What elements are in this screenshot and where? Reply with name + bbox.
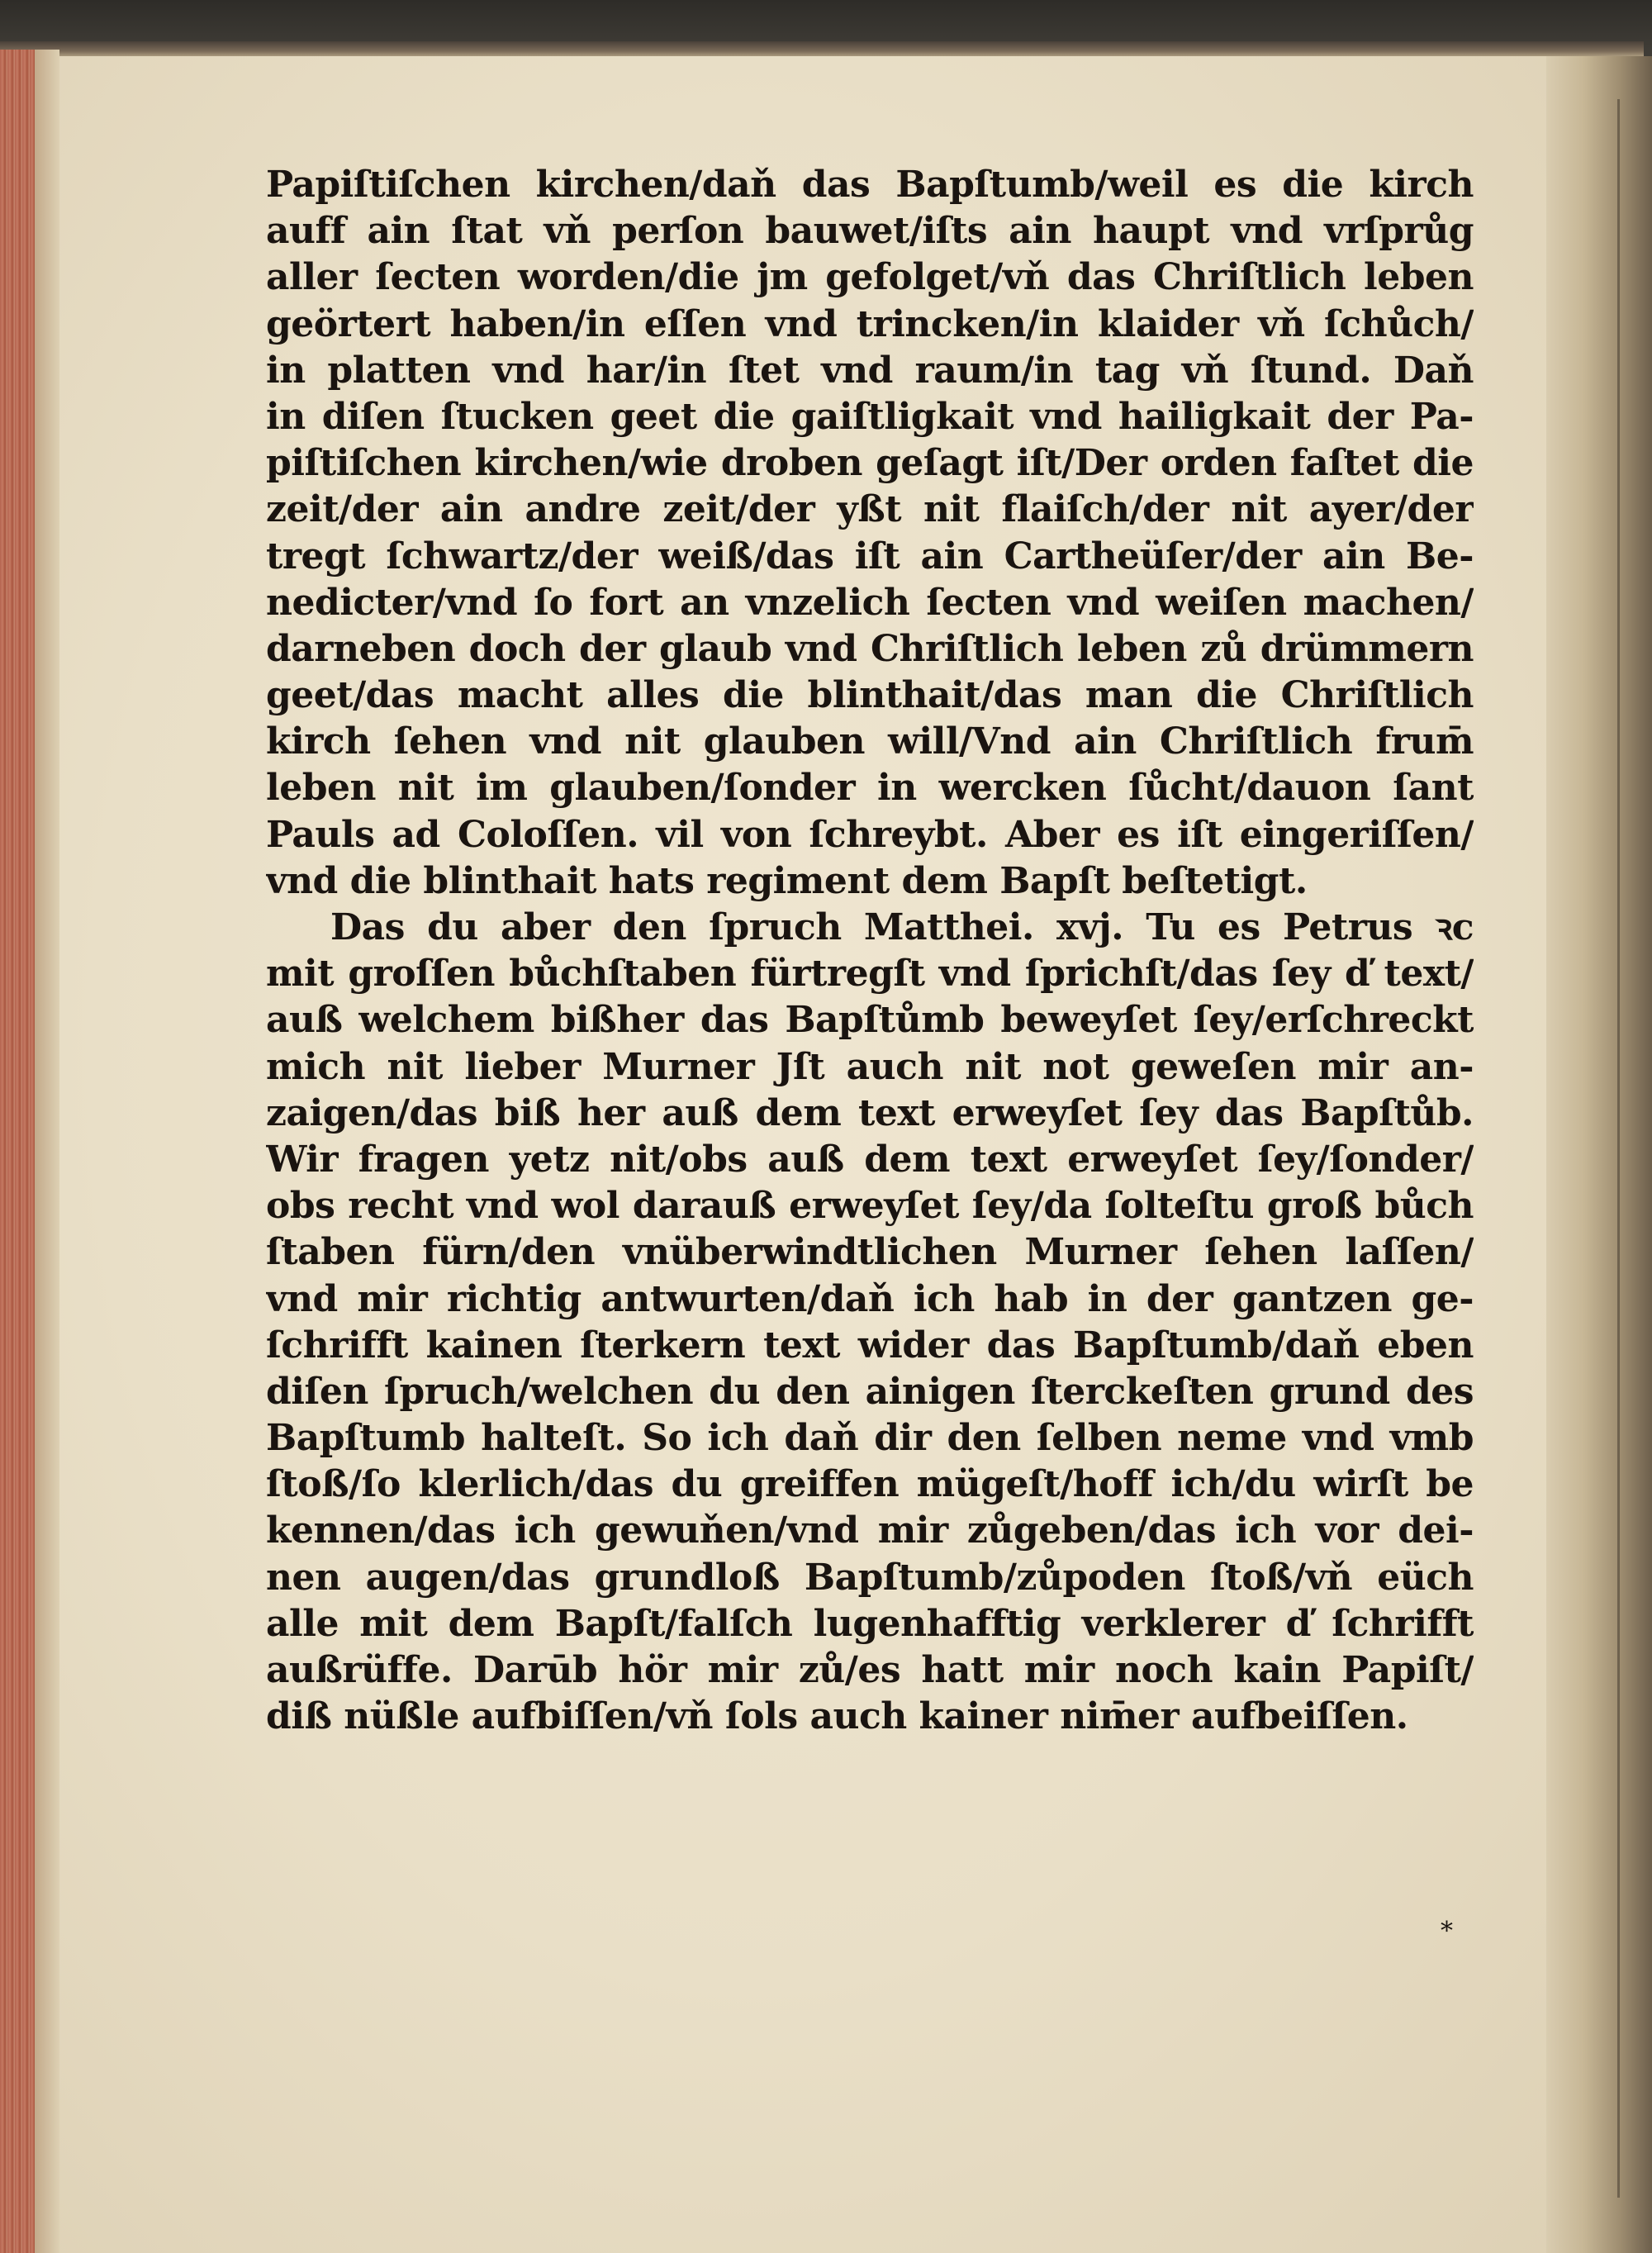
text-line: auß welchem bißher das Bapſtůmb beweyſet ſey/erſchreckt bbox=[266, 999, 1474, 1042]
text-line: zaigen/das biß her auß dem text erweyſet ſey das Bapſtůb. bbox=[266, 1091, 1474, 1134]
text-line: Papiſtiſchen kirchen/daň das Bapſtumb/weil es die kirch bbox=[266, 164, 1474, 206]
text-line: obs recht vnd wol darauß erweyſet ſey/da ſolteſtu groß bůch bbox=[266, 1185, 1474, 1228]
text-line: in diſen ſtucken geet die gaiſtligkait vnd hailigkait der Pa- bbox=[266, 395, 1474, 438]
text-line: nen augen/das grundloß Bapſtumb/zůpoden ſtoß/vň eüch bbox=[266, 1556, 1474, 1599]
gutter-fold bbox=[1617, 99, 1620, 2198]
text-line: darneben doch der glaub vnd Chriſtlich leben zů drümmern bbox=[266, 627, 1474, 670]
text-line: vnd die blinthait hats regiment dem Bapſt beſtetigt. bbox=[266, 859, 1308, 902]
text-line: außrüffe. Darūb hör mir zů/es hatt mir noch kain Papiſt/ bbox=[266, 1649, 1474, 1691]
page-text bbox=[266, 162, 1474, 2013]
text-line: mit groſſen bůchſtaben fürtregſt vnd ſprichſt/das ſey ď text/ bbox=[266, 953, 1474, 996]
text-line: kennen/das ich gewuňen/vnd mir zůgeben/das ich vor dei- bbox=[266, 1509, 1474, 1552]
text-line: diſen ſpruch/welchen du den ainigen ſterckeſten grund des bbox=[266, 1370, 1474, 1413]
text-line: diß nüßle aufbiſſen/vň ſols auch kainer nim̄er aufbeiſſen. bbox=[266, 1695, 1408, 1738]
text-line: ſchrifft kainen ſterkern text wider das Bapſtumb/daň eben bbox=[266, 1324, 1474, 1367]
text-line: nedicter/vnd ſo fort an vnzelich ſecten vnd weiſen machen/ bbox=[266, 581, 1474, 624]
text-line: zeit/der ain andre zeit/der yßt nit flaiſch/der nit ayer/der bbox=[266, 488, 1474, 531]
text-line: Bapſtumb halteſt. So ich daň dir den ſelben neme vnd vmb bbox=[266, 1417, 1474, 1460]
text-line: leben nit im glauben/ſonder in wercken ſůcht/dauon ſant bbox=[266, 767, 1474, 810]
book-block-edge bbox=[0, 50, 35, 2253]
page-left-margin bbox=[35, 50, 59, 2253]
text-line: auff ain ſtat vň perſon bauwet/iſts ain haupt vnd vrſprůg bbox=[266, 210, 1474, 253]
text-line: tregt ſchwartz/der weiß/das iſt ain Cartheüſer/der ain Be- bbox=[266, 535, 1474, 578]
text-line: geet/das macht alles die blinthait/das man die Chriſtlich bbox=[266, 674, 1474, 717]
page-top-edge bbox=[0, 41, 1644, 58]
text-line: kirch ſehen vnd nit glauben will/Vnd ain Chriſtlich frum̄ bbox=[266, 720, 1474, 763]
text-line: geörtert haben/in eſſen vnd trincken/in klaider vň ſchůch/ bbox=[266, 302, 1474, 345]
book-gutter bbox=[1546, 56, 1652, 2253]
text-line: alle mit dem Bapſt/falſch lugenhafftig verklerer ď ſchrifft bbox=[266, 1602, 1474, 1645]
text-line: mich nit lieber Murner Jſt auch nit not geweſen mir an- bbox=[266, 1045, 1474, 1088]
line-end-mark: * bbox=[1441, 1917, 1453, 1946]
text-line: Pauls ad Coloſſen. vil von ſchreybt. Aber es iſt eingeriſſen/ bbox=[266, 813, 1474, 856]
text-line: piſtiſchen kirchen/wie droben geſagt iſt/Der orden faſtet die bbox=[266, 442, 1474, 485]
text-line: ſtoß/ſo klerlich/das du greiffen mügeſt/hoff ich/du wirſt be bbox=[266, 1463, 1474, 1506]
text-line: in platten vnd har/in ſtet vnd raum/in tag vň ſtund. Daň bbox=[266, 349, 1474, 392]
text-line: vnd mir richtig antwurten/daň ich hab in der gantzen ge- bbox=[266, 1277, 1474, 1320]
text-line: ſtaben fürn/den vnüberwindtlichen Murner ſehen laſſen/ bbox=[266, 1231, 1474, 1274]
text-line: Wir fragen yetz nit/obs auß dem text erweyſet ſey/ſonder/ bbox=[266, 1138, 1474, 1181]
text-line: Das du aber den ſpruch Matthei. xvj. Tu es Petrus ꝛc bbox=[330, 906, 1474, 948]
text-line: aller ſecten worden/die jm gefolget/vň das Chriſtlich leben bbox=[266, 256, 1474, 299]
